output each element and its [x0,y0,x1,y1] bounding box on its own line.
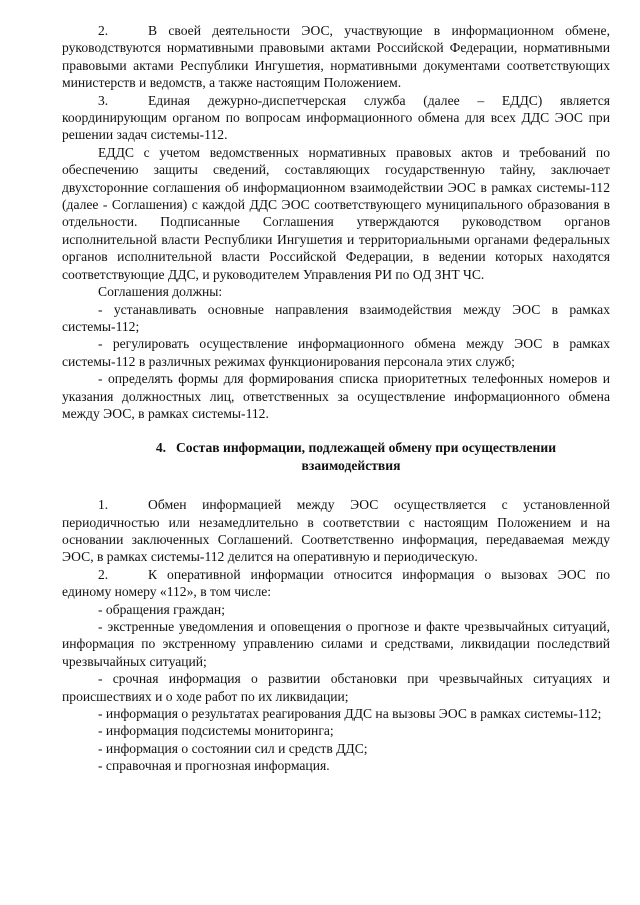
paragraph-number: 1. [98,497,109,513]
paragraph-text: К оперативной информации относится информация о вызовах ЭОС по единому номеру «112», в том числе: [62,566,610,600]
heading-number: 4. [155,440,167,456]
paragraph-agreements-must: Соглашения должны: [98,284,223,300]
list-item-directions: - устанавливать основные направления взаимодействия между ЭОС в рамках системы-112; [62,301,610,334]
list-item: - информация о результатах реагирования ДДС на вызовы ЭОС в рамках системы-112; [98,706,602,722]
list-item-forms: - определять формы для формирования списка приоритетных телефонных номеров и указания должностных лиц, ответственных за осуществление информационного обмена между ЭОС, в рамках системы-112. [62,371,610,421]
list-item: - обращения граждан; [98,601,225,617]
list-item-regulate: - регулировать осуществление информационного обмена между ЭОС в рамках системы-112 в различных режимах функционирования персонала этих служб; [62,336,610,369]
list-item: - экстренные уведомления и оповещения о прогнозе и факте чрезвычайных ситуаций, информация по экстренному управлению силами и средствами, ликвидации последствий чрезвычайных ситуаций; [62,619,610,669]
list-item: - информация подсистемы мониторинга; [98,723,334,739]
list-item: - информация о состоянии сил и средств ДДС; [98,740,368,756]
paragraph-4-1 [62,496,610,566]
paragraph-4-2 [62,566,610,601]
document-page [62,22,610,775]
list-item: - справочная и прогнозная информация. [98,758,330,774]
paragraph-number: 3. [98,92,109,108]
paragraph-text: Единая дежурно-диспетчерская служба (далее – ЕДДС) является координирующим органом по вопросам информационного обмена для всех ДДС ЭОС при решении задач системы-112. [62,92,610,143]
paragraph-3-3 [62,92,610,144]
list-item: - срочная информация о развитии обстановки при чрезвычайных ситуациях и происшествиях и о ходе работ по их ликвидации; [62,671,610,704]
section-4-heading [62,439,610,474]
heading-text: Состав информации, подлежащей обмену при осуществлении взаимодействия [175,440,557,473]
paragraph-text: В своей деятельности ЭОС, участвующие в информационном обмене, руководствуются нормативными правовыми актами Российской Федерации, нормативными правовыми актами Республики Ингушетия, нормативными документами соответствующих министерств и ведомств, а также настоящим Положением. [62,23,610,91]
paragraph-number: 2. [98,566,109,582]
paragraph-agreements: ЕДДС с учетом ведомственных нормативных правовых актов и требований по обеспечению защиты сведений, составляющих государственную тайну, заключает двухсторонние соглашения об информационном взаимодействии ЭОС в рамках системы-112 (далее - Соглашения) с каждой ДДС ЭОС соответствующего муниципального образования в отдельности. Подписанные Соглашения утверждаются руководством органов исполнительной власти Республики Ингушетия и территориальными органами федеральных органов исполнительной власти Российской Федерации, в ведении которых находятся соответствующие ДДС, и руководителем Управления РИ по ОД ЗНТ ЧС. [62,144,610,282]
paragraph-number: 2. [98,23,109,38]
paragraph-3-2 [62,22,610,92]
paragraph-text: Обмен информацией между ЭОС осуществляется с установленной периодичностью или незамедлительно в соответствии с настоящим Положением и на основании заключенных Соглашений. Соответственно информация, передаваемая между ЭОС, в рамках системы-112 делится на оперативную и периодическую. [62,497,610,565]
